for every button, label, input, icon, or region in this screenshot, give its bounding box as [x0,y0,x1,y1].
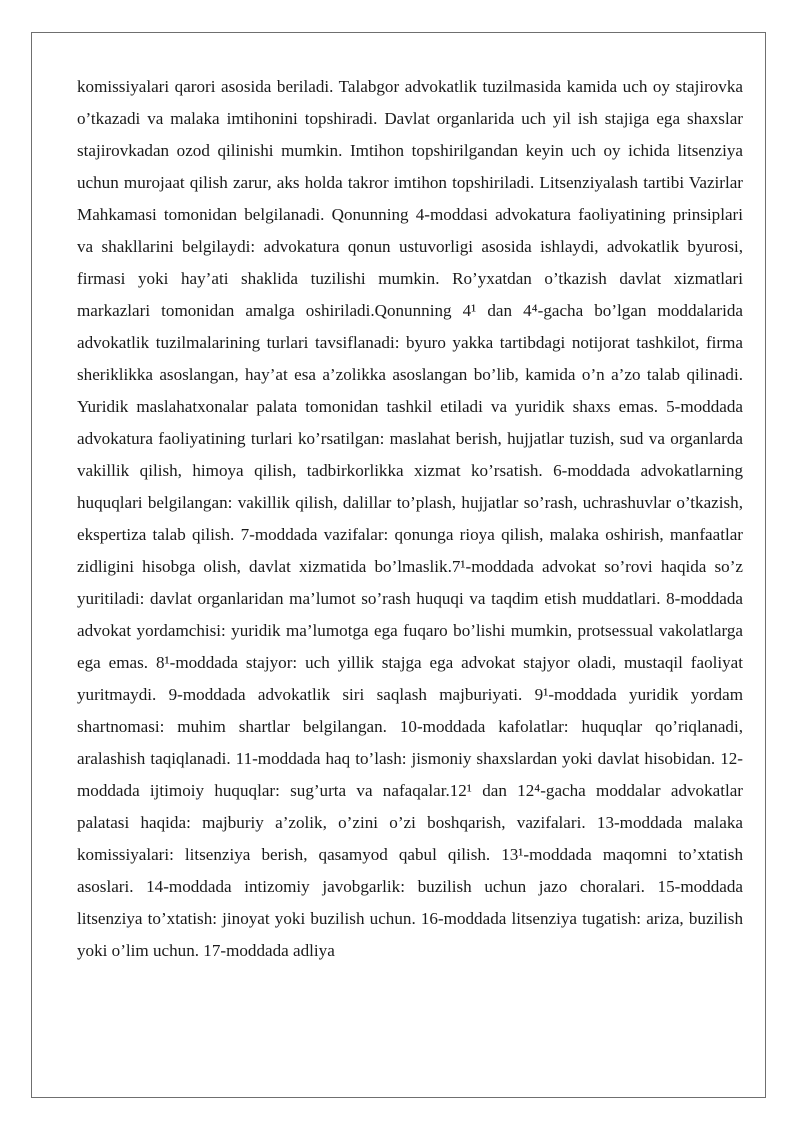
document-body-paragraph: komissiyalari qarori asosida beriladi. Talabgor advokatlik tuzilmasida kamida uch oy stajirovka o’tkazadi va malaka imtihonini topshiradi. Davlat organlarida uch yil ish stajiga ega shaxslar stajirovkadan ozod qilinishi mumkin. Imtihon topshirilgandan keyin uch oy ichida litsenziya uchun murojaat qilish zarur, aks holda takror imtihon topshiriladi. Litsenziyalash tartibi Vazirlar Mahkamasi tomonidan belgilanadi. Qonunning 4-moddasi advokatura faoliyatining prinsiplari va shakllarini belgilaydi: advokatura qonun ustuvorligi asosida ishlaydi, advokatlik byurosi, firmasi yoki hay’ati shaklida tuzilishi mumkin. Ro’yxatdan o’tkazish davlat xizmatlari markazlari tomonidan amalga oshiriladi.Qonunning 4¹ dan 4⁴-gacha bo’lgan moddalarida advokatlik tuzilmalarining turlari tavsiflanadi: byuro yakka tartibdagi notijorat tashkilot, firma sheriklikka asoslangan, hay’at esa a’zolikka asoslangan bo’lib, kamida o’n a’zo talab qilinadi. Yuridik maslahatxonalar palata tomonidan tashkil etiladi va yuridik shaxs emas. 5-moddada advokatura faoliyatining turlari ko’rsatilgan: maslahat berish, hujjatlar tuzish, sud va organlarda vakillik qilish, himoya qilish, tadbirkorlikka xizmat ko’rsatish. 6-moddada advokatlarning huquqlari belgilangan: vakillik qilish, dalillar to’plash, hujjatlar so’rash, uchrashuvlar o’tkazish, ekspertiza talab qilish. 7-moddada vazifalar: qonunga rioya qilish, malaka oshirish, manfaatlar zidligini hisobga olish, davlat xizmatida bo’lmaslik.7¹-moddada advokat so’rovi haqida so’z yuritiladi: davlat organlaridan ma’lumot so’rash huquqi va taqdim etish muddatlari. 8-moddada advokat yordamchisi: yuridik ma’lumotga ega fuqaro bo’lishi mumkin, protsessual vakolatlarga ega emas. 8¹-moddada stajyor: uch yillik stajga ega advokat stajyor oladi, mustaqil faoliyat yuritmaydi. 9-moddada advokatlik siri saqlash majburiyati. 9¹-moddada yuridik yordam shartnomasi: muhim shartlar belgilangan. 10-moddada kafolatlar: huquqlar qo’riqlanadi, aralashish taqiqlanadi. 11-moddada haq to’lash: jismoniy shaxslardan yoki davlat hisobidan. 12-moddada ijtimoiy huquqlar: sug’urta va nafaqalar.12¹ dan 12⁴-gacha moddalar advokatlar palatasi haqida: majburiy a’zolik, o’zini o’zi boshqarish, vazifalari. 13-moddada malaka komissiyalari: litsenziya berish, qasamyod qabul qilish. 13¹-moddada maqomni to’xtatish asoslari. 14-moddada intizomiy javobgarlik: buzilish uchun jazo choralari. 15-moddada litsenziya to’xtatish: jinoyat yoki buzilish uchun. 16-moddada litsenziya tugatish: ariza, buzilish yoki o’lim uchun. 17-moddada adliya [77,77,743,960]
